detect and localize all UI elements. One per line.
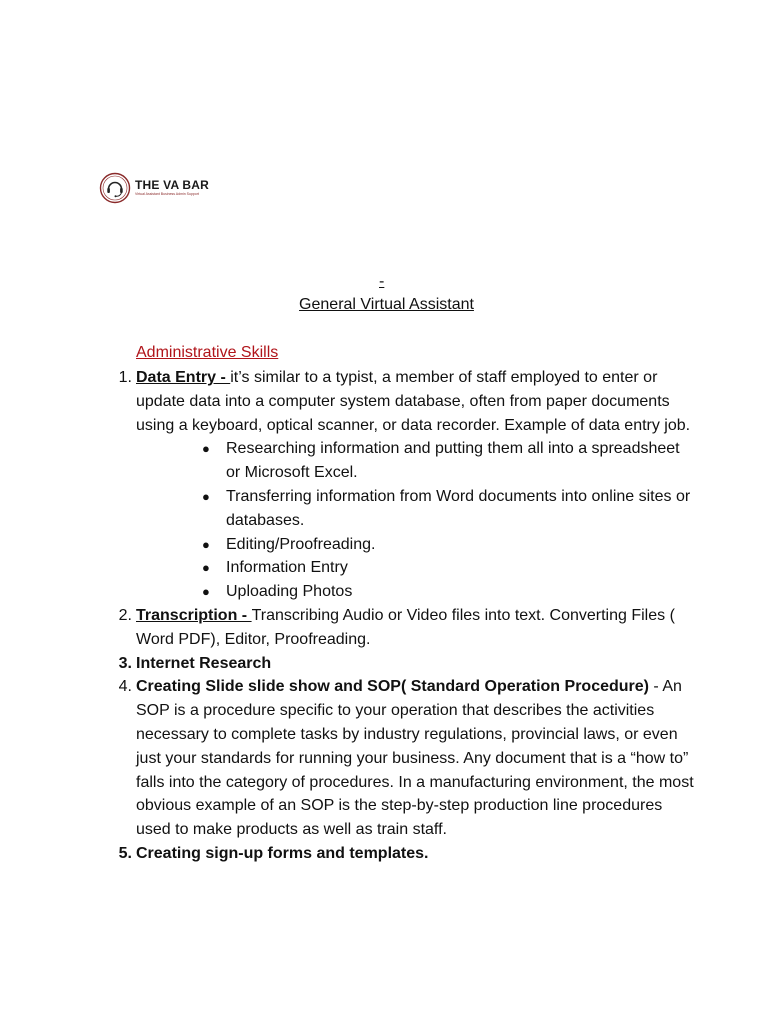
logo-title: THE VA BAR — [135, 178, 209, 192]
bullet-item: ● Researching information and putting them all into a spreadsheet or Microsoft Excel. — [136, 437, 696, 485]
section-heading: Administrative Skills — [136, 344, 279, 361]
list-item — [118, 366, 696, 604]
bullet-icon: ● — [202, 488, 210, 504]
item-number: 1. — [118, 369, 132, 386]
item-text: - An SOP is a procedure specific to your operation that describes the activities necessary to complete tasks by industry regulations, provincial laws, or even just your standards for running your business. Any document that is a “how to” falls into the category of procedures. In a manufacturing environment, the most obvious example of an SOP is the step-by-step production line procedures used to make products as well as train staff. — [136, 678, 694, 839]
bullet-icon: ● — [202, 441, 210, 457]
list-item — [118, 675, 696, 842]
bullet-icon: ● — [202, 560, 210, 576]
bullet-item: ● Information Entry — [136, 556, 696, 580]
bullet-icon: ● — [202, 536, 210, 552]
item-term: Data Entry - — [136, 369, 231, 386]
item-term: Internet Research — [136, 654, 272, 672]
item-text: Transcribing Audio or Video files into text. Converting Files ( Word PDF), Editor, Proofreading. — [136, 606, 675, 648]
item-number: 3. — [118, 654, 132, 672]
item-term: Creating sign-up forms and templates. — [136, 844, 429, 862]
item-text: it’s similar to a typist, a member of staff employed to enter or update data into a computer system database, often from paper documents using a keyboard, optical scanner, or data recorder. Example of data entry job. — [136, 369, 691, 434]
logo-tagline: Virtual Assistant Business Admin Support — [135, 192, 199, 196]
bullet-item: ● Transferring information from Word documents into online sites or databases. — [136, 485, 696, 533]
list-item — [118, 842, 696, 866]
list-item — [118, 652, 696, 676]
va-bar-logo — [99, 170, 209, 206]
skills-list — [118, 366, 696, 866]
item-term: Creating Slide slide show and SOP( Standard Operation Procedure) — [136, 678, 649, 696]
item-number: 2. — [118, 606, 132, 624]
bullet-icon: ● — [202, 584, 210, 600]
page-title: General Virtual Assistant — [299, 296, 474, 313]
bullet-list — [136, 437, 696, 604]
list-item — [118, 604, 696, 652]
title-dash: - — [379, 273, 385, 290]
item-number: 5. — [118, 844, 132, 862]
item-number: 4. — [118, 678, 132, 696]
item-term: Transcription - — [136, 606, 252, 624]
bullet-item: ● Uploading Photos — [136, 580, 696, 604]
headset-logo-icon — [99, 172, 131, 204]
bullet-item: ● Editing/Proofreading. — [136, 533, 696, 557]
